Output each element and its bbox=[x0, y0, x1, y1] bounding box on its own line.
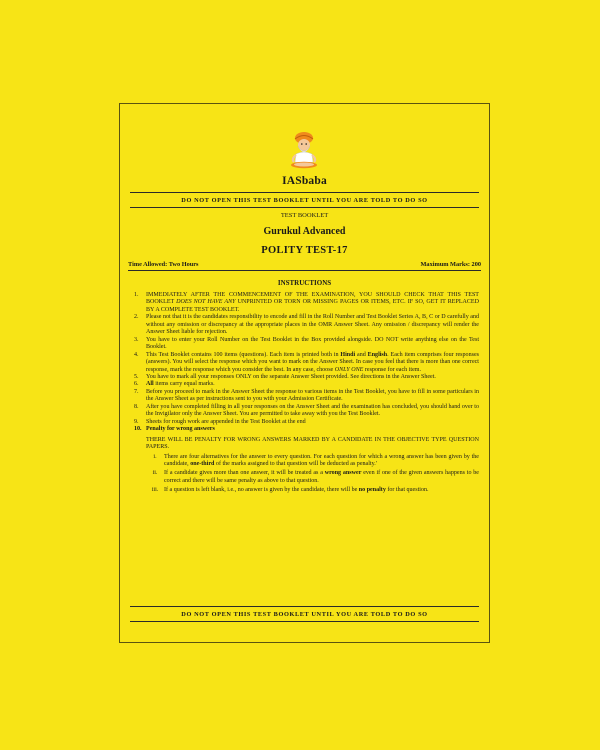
divider bbox=[130, 207, 479, 208]
item-text bbox=[146, 352, 479, 374]
instruction-item bbox=[134, 404, 479, 419]
item-text: Penalty for wrong answers bbox=[146, 426, 215, 433]
item-text: After you have completed filling in all your responses on the Answer Sheet and the examination has concluded, you should hand over to the Invigilator only the Answer Sheet. You are permitted to take away with you the Test Booklet. bbox=[146, 403, 479, 418]
text-segment: IMMEDIATELY AFTER THE COMMENCEMENT OF THE EXAMINATION, YOU SHOULD CHECK THAT THIS TEST BOOKLET bbox=[146, 292, 479, 306]
text-segment: of the marks assigned to that question will be deducted as penalty.' bbox=[214, 460, 377, 467]
instruction-item bbox=[134, 381, 479, 388]
item-text: Before you proceed to mark in the Answer Sheet the response to various items in the Test Booklet, you have to fill in some particulars in the Answer Sheet as per instructions sent to you with your Admission Certificate. bbox=[146, 388, 479, 403]
text-segment: for that question. bbox=[385, 487, 429, 494]
text-segment: DOES NOT HAVE ANY bbox=[176, 299, 236, 306]
rule-text bbox=[164, 487, 479, 494]
rule-text bbox=[164, 454, 479, 469]
time-allowed: Time Allowed: Two Hours bbox=[128, 261, 199, 268]
brand-name: IASbaba bbox=[282, 175, 327, 187]
divider bbox=[130, 621, 479, 622]
text-segment: no penalty bbox=[358, 487, 386, 494]
item-number: 5. bbox=[134, 373, 139, 380]
penalty-intro: THERE WILL BE PENALTY FOR WRONG ANSWERS MARKED BY A CANDIDATE IN THE OBJECTIVE TYPE QUESTION PAPERS. bbox=[146, 436, 479, 451]
instructions-list bbox=[134, 292, 479, 495]
instruction-item bbox=[134, 426, 479, 433]
instruction-item bbox=[134, 314, 479, 336]
text-segment: one-third bbox=[190, 460, 215, 467]
item-text: You have to mark all your responses ONLY on the separate Answer Sheet provided. See directions in the Answer Sheet. bbox=[146, 373, 436, 380]
text-segment: ONLY ONE bbox=[334, 366, 364, 373]
rule-number: i. bbox=[153, 453, 157, 460]
text-segment: This Test Booklet contains 100 items (questions). Each item is printed both in bbox=[146, 351, 341, 358]
item-text: You have to enter your Roll Number on the Test Booklet in the Box provided alongside. DO NOT write anything else on the Test Booklet. bbox=[146, 336, 479, 351]
instruction-item bbox=[134, 352, 479, 374]
instruction-item bbox=[134, 292, 479, 314]
text-segment: UNPRINTED OR TORN OR MISSING PAGES OR ITEMS, ETC. IF SO, GET IT REPLACED BY A COMPLETE TEST BOOKLET. bbox=[146, 299, 479, 313]
divider bbox=[130, 192, 479, 193]
program-title: Gurukul Advanced bbox=[263, 226, 346, 237]
penalty-rule bbox=[146, 487, 479, 494]
penalty-rule bbox=[146, 470, 479, 485]
test-booklet-cover bbox=[119, 103, 490, 643]
text-segment: If a question is left blank, i.e., no answer is given by the candidate, there will be bbox=[164, 487, 359, 494]
text-segment: and bbox=[355, 351, 368, 358]
text-segment: Hindi bbox=[340, 351, 356, 358]
time-marks-bar bbox=[128, 261, 481, 268]
divider bbox=[128, 270, 481, 271]
item-number: 6. bbox=[134, 381, 139, 388]
penalty-rule bbox=[146, 454, 479, 469]
item-text: Sheets for rough work are appended in the Test Booklet at the end bbox=[146, 418, 306, 425]
rule-number: ii. bbox=[152, 470, 158, 477]
test-title: POLITY TEST-17 bbox=[261, 245, 348, 256]
item-number: 9. bbox=[134, 418, 139, 425]
rule-number: iii. bbox=[151, 487, 159, 494]
item-number: 2. bbox=[134, 314, 139, 321]
item-text: Please not that it is the candidates responsibility to encode and fill in the Roll Number and Test Booklet Series A, B, C or D carefully and without any omission or discrepancy at the appropriate places in the OMR Answer Sheet. Any omission / discrepancy will render the Answer Sheet liable for rejection. bbox=[146, 314, 479, 336]
item-number: 7. bbox=[134, 388, 139, 395]
text-segment: items carry equal marks. bbox=[153, 381, 215, 388]
item-number: 4. bbox=[134, 351, 139, 358]
text-segment: All bbox=[146, 381, 154, 388]
item-number: 10. bbox=[134, 426, 142, 433]
instruction-item bbox=[134, 419, 479, 426]
text-segment: wrong answer bbox=[324, 470, 362, 477]
text-segment: even if one of the given answers happens to be correct and there will be same penalty as above to that question. bbox=[164, 470, 479, 484]
instruction-item bbox=[134, 389, 479, 404]
item-number: 1. bbox=[134, 292, 139, 298]
item-number: 8. bbox=[134, 403, 139, 410]
rule-text bbox=[164, 470, 479, 485]
divider bbox=[130, 606, 479, 607]
instruction-item bbox=[134, 337, 479, 352]
text-segment: There are four alternatives for the answer to every question. For each question for which a wrong answer has been given by the candidate, bbox=[164, 453, 479, 467]
booklet-label: TEST BOOKLET bbox=[280, 212, 329, 219]
text-segment: . Each item comprises four responses (answers). You will select the response which you want to mark on the Answer Sheet. In case you feel that there is more than one correct response, mark the response which you consider the best. In any case, choose bbox=[146, 351, 479, 373]
maximum-marks: Maximum Marks: 200 bbox=[420, 261, 481, 268]
instructions-heading: INSTRUCTIONS bbox=[277, 279, 332, 287]
meditating-sage-icon bbox=[285, 130, 323, 170]
text-segment: response for each item. bbox=[363, 366, 421, 373]
item-text bbox=[146, 292, 479, 314]
text-segment: English bbox=[367, 351, 388, 358]
bottom-warning-banner: DO NOT OPEN THIS TEST BOOKLET UNTIL YOU ARE TOLD TO DO SO bbox=[181, 611, 428, 618]
text-segment: If a candidate gives more than one answer, it will be treated as a bbox=[164, 470, 325, 477]
item-text bbox=[146, 381, 479, 388]
top-warning-banner: DO NOT OPEN THIS TEST BOOKLET UNTIL YOU ARE TOLD TO DO SO bbox=[181, 197, 428, 204]
instruction-item bbox=[134, 374, 479, 381]
item-number: 3. bbox=[134, 336, 139, 343]
